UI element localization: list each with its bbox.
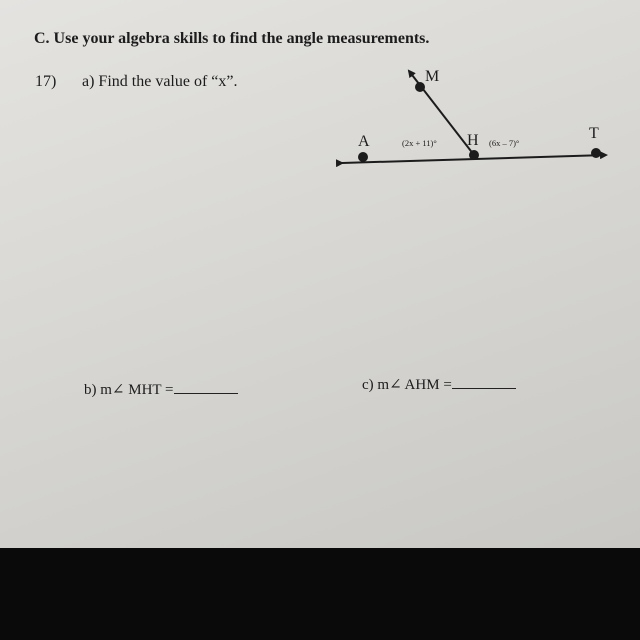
part-c-label: c) m∠ AHM = xyxy=(362,377,452,393)
problem-number: 17) xyxy=(35,73,57,90)
point-h-dot xyxy=(469,150,479,160)
angle-mht-expression: (6x – 7)° xyxy=(489,138,520,148)
point-h-label: H xyxy=(467,132,479,149)
point-m-label: M xyxy=(425,68,440,85)
point-t-dot xyxy=(591,148,601,158)
part-a-prompt: a) Find the value of “x”. xyxy=(82,73,238,90)
point-t-label: T xyxy=(589,125,599,142)
point-a-label: A xyxy=(358,133,370,150)
angle-ahm-expression: (2x + 11)° xyxy=(402,138,437,148)
part-b-label: b) m∠ MHT = xyxy=(84,382,174,398)
point-a-dot xyxy=(358,152,368,162)
desk-shadow xyxy=(0,548,640,640)
point-m-dot xyxy=(415,82,425,92)
section-heading: C. Use your algebra skills to find the angle measurements. xyxy=(34,30,430,47)
